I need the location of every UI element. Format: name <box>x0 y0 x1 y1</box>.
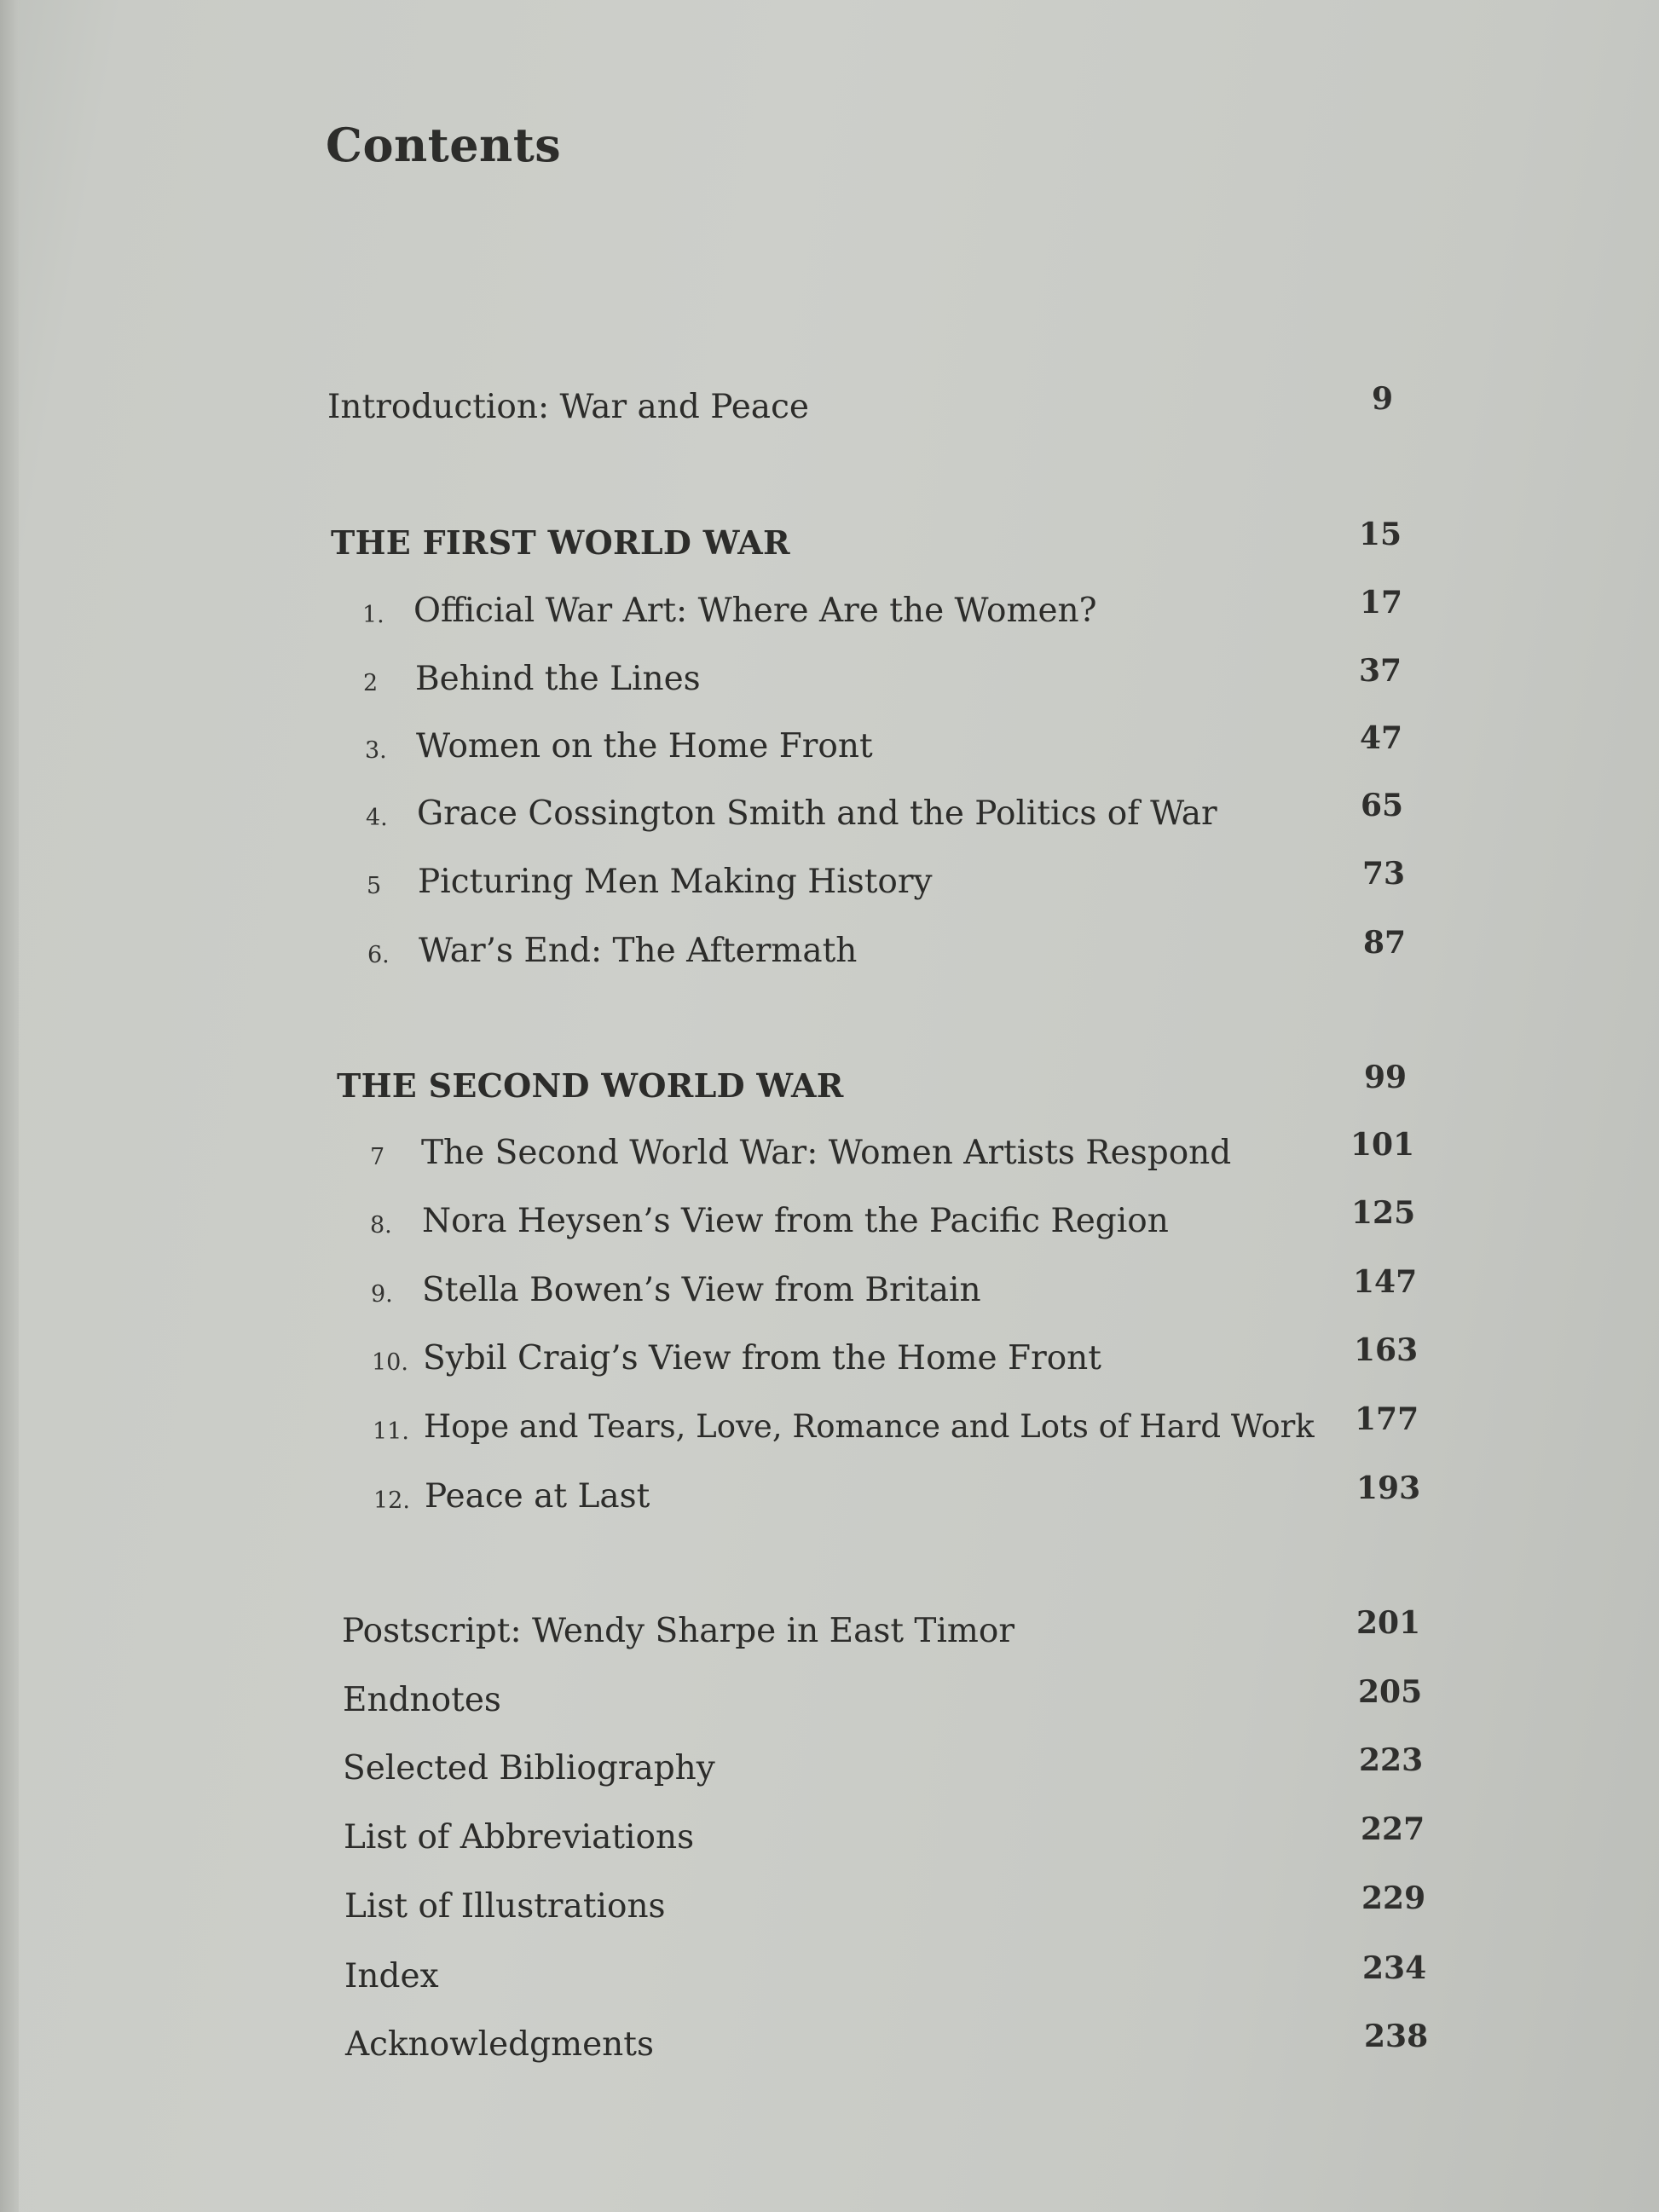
chapter-number: 2 <box>363 670 379 696</box>
toc-page-number: 99 <box>1364 1060 1408 1095</box>
page-edge <box>0 0 19 2212</box>
toc-page-number: 101 <box>1350 1127 1415 1163</box>
toc-page-number: 163 <box>1354 1332 1419 1368</box>
chapter-number: 11. <box>373 1418 409 1445</box>
chapter-number: 8. <box>370 1212 392 1239</box>
toc-page-number: 87 <box>1363 925 1407 961</box>
toc-page-number: 223 <box>1359 1742 1424 1778</box>
toc-page-number: 193 <box>1356 1470 1421 1506</box>
chapter-number: 6. <box>367 942 390 968</box>
chapter-title: Women on the Home Front <box>416 727 873 765</box>
section-heading: THE SECOND WORLD WAR <box>337 1066 844 1105</box>
toc-entry-label: Index <box>344 1957 439 1995</box>
toc-page-number: 125 <box>1351 1195 1416 1231</box>
toc-page-number: 37 <box>1359 653 1402 689</box>
toc-page-number: 17 <box>1360 585 1403 621</box>
chapter-number: 5 <box>367 873 382 899</box>
chapter-number: 9. <box>371 1281 393 1308</box>
chapter-title: Behind the Lines <box>415 660 701 698</box>
chapter-title: Hope and Tears, Love, Romance and Lots of Hard Work <box>424 1408 1315 1445</box>
chapter-number: 10. <box>372 1349 408 1376</box>
chapter-title: Picturing Men Making History <box>418 863 933 901</box>
toc-page-number: 47 <box>1360 720 1403 756</box>
toc-entry-label: List of Illustrations <box>344 1887 666 1926</box>
toc-page-number: 177 <box>1355 1401 1419 1437</box>
chapter-title: Nora Heysen’s View from the Pacific Region <box>422 1202 1169 1240</box>
chapter-title: Grace Cossington Smith and the Politics of War <box>417 794 1217 833</box>
chapter-number: 7 <box>370 1144 385 1170</box>
chapter-title: War’s End: The Aftermath <box>419 932 858 970</box>
chapter-number: 1. <box>362 602 384 628</box>
chapter-title: Sybil Craig’s View from the Home Front <box>423 1339 1101 1377</box>
chapter-number: 4. <box>366 805 388 831</box>
page-title: Contents <box>326 118 562 172</box>
toc-entry-label: Acknowledgments <box>345 2025 654 2064</box>
toc-page-number: 229 <box>1361 1880 1426 1916</box>
section-heading: THE FIRST WORLD WAR <box>331 523 790 562</box>
toc-page-number: 238 <box>1364 2019 1429 2054</box>
toc-page-number: 205 <box>1358 1674 1423 1710</box>
toc-entry-label: Postscript: Wendy Sharpe in East Timor <box>342 1612 1015 1650</box>
toc-page-number: 65 <box>1361 788 1404 823</box>
toc-entry-label: Introduction: War and Peace <box>327 388 809 426</box>
toc-page-number: 234 <box>1362 1950 1427 1986</box>
chapter-title: Stella Bowen’s View from Britain <box>422 1271 981 1309</box>
chapter-title: Peace at Last <box>425 1477 650 1516</box>
toc-entry-label: Selected Bibliography <box>343 1749 715 1788</box>
chapter-title: The Second World War: Women Artists Respond <box>421 1134 1232 1172</box>
toc-page-number: 73 <box>1362 856 1406 892</box>
toc-page-number: 147 <box>1353 1264 1418 1300</box>
chapter-title: Official War Art: Where Are the Women? <box>413 592 1097 630</box>
toc-entry-label: Endnotes <box>343 1681 501 1719</box>
chapter-number: 12. <box>373 1487 410 1514</box>
toc-page-number: 227 <box>1361 1811 1425 1847</box>
toc-page-number: 201 <box>1356 1605 1421 1641</box>
toc-page-number: 15 <box>1359 517 1402 552</box>
toc-entry-label: List of Abbreviations <box>344 1818 695 1857</box>
chapter-number: 3. <box>365 737 387 764</box>
toc-page-number: 9 <box>1372 381 1394 417</box>
